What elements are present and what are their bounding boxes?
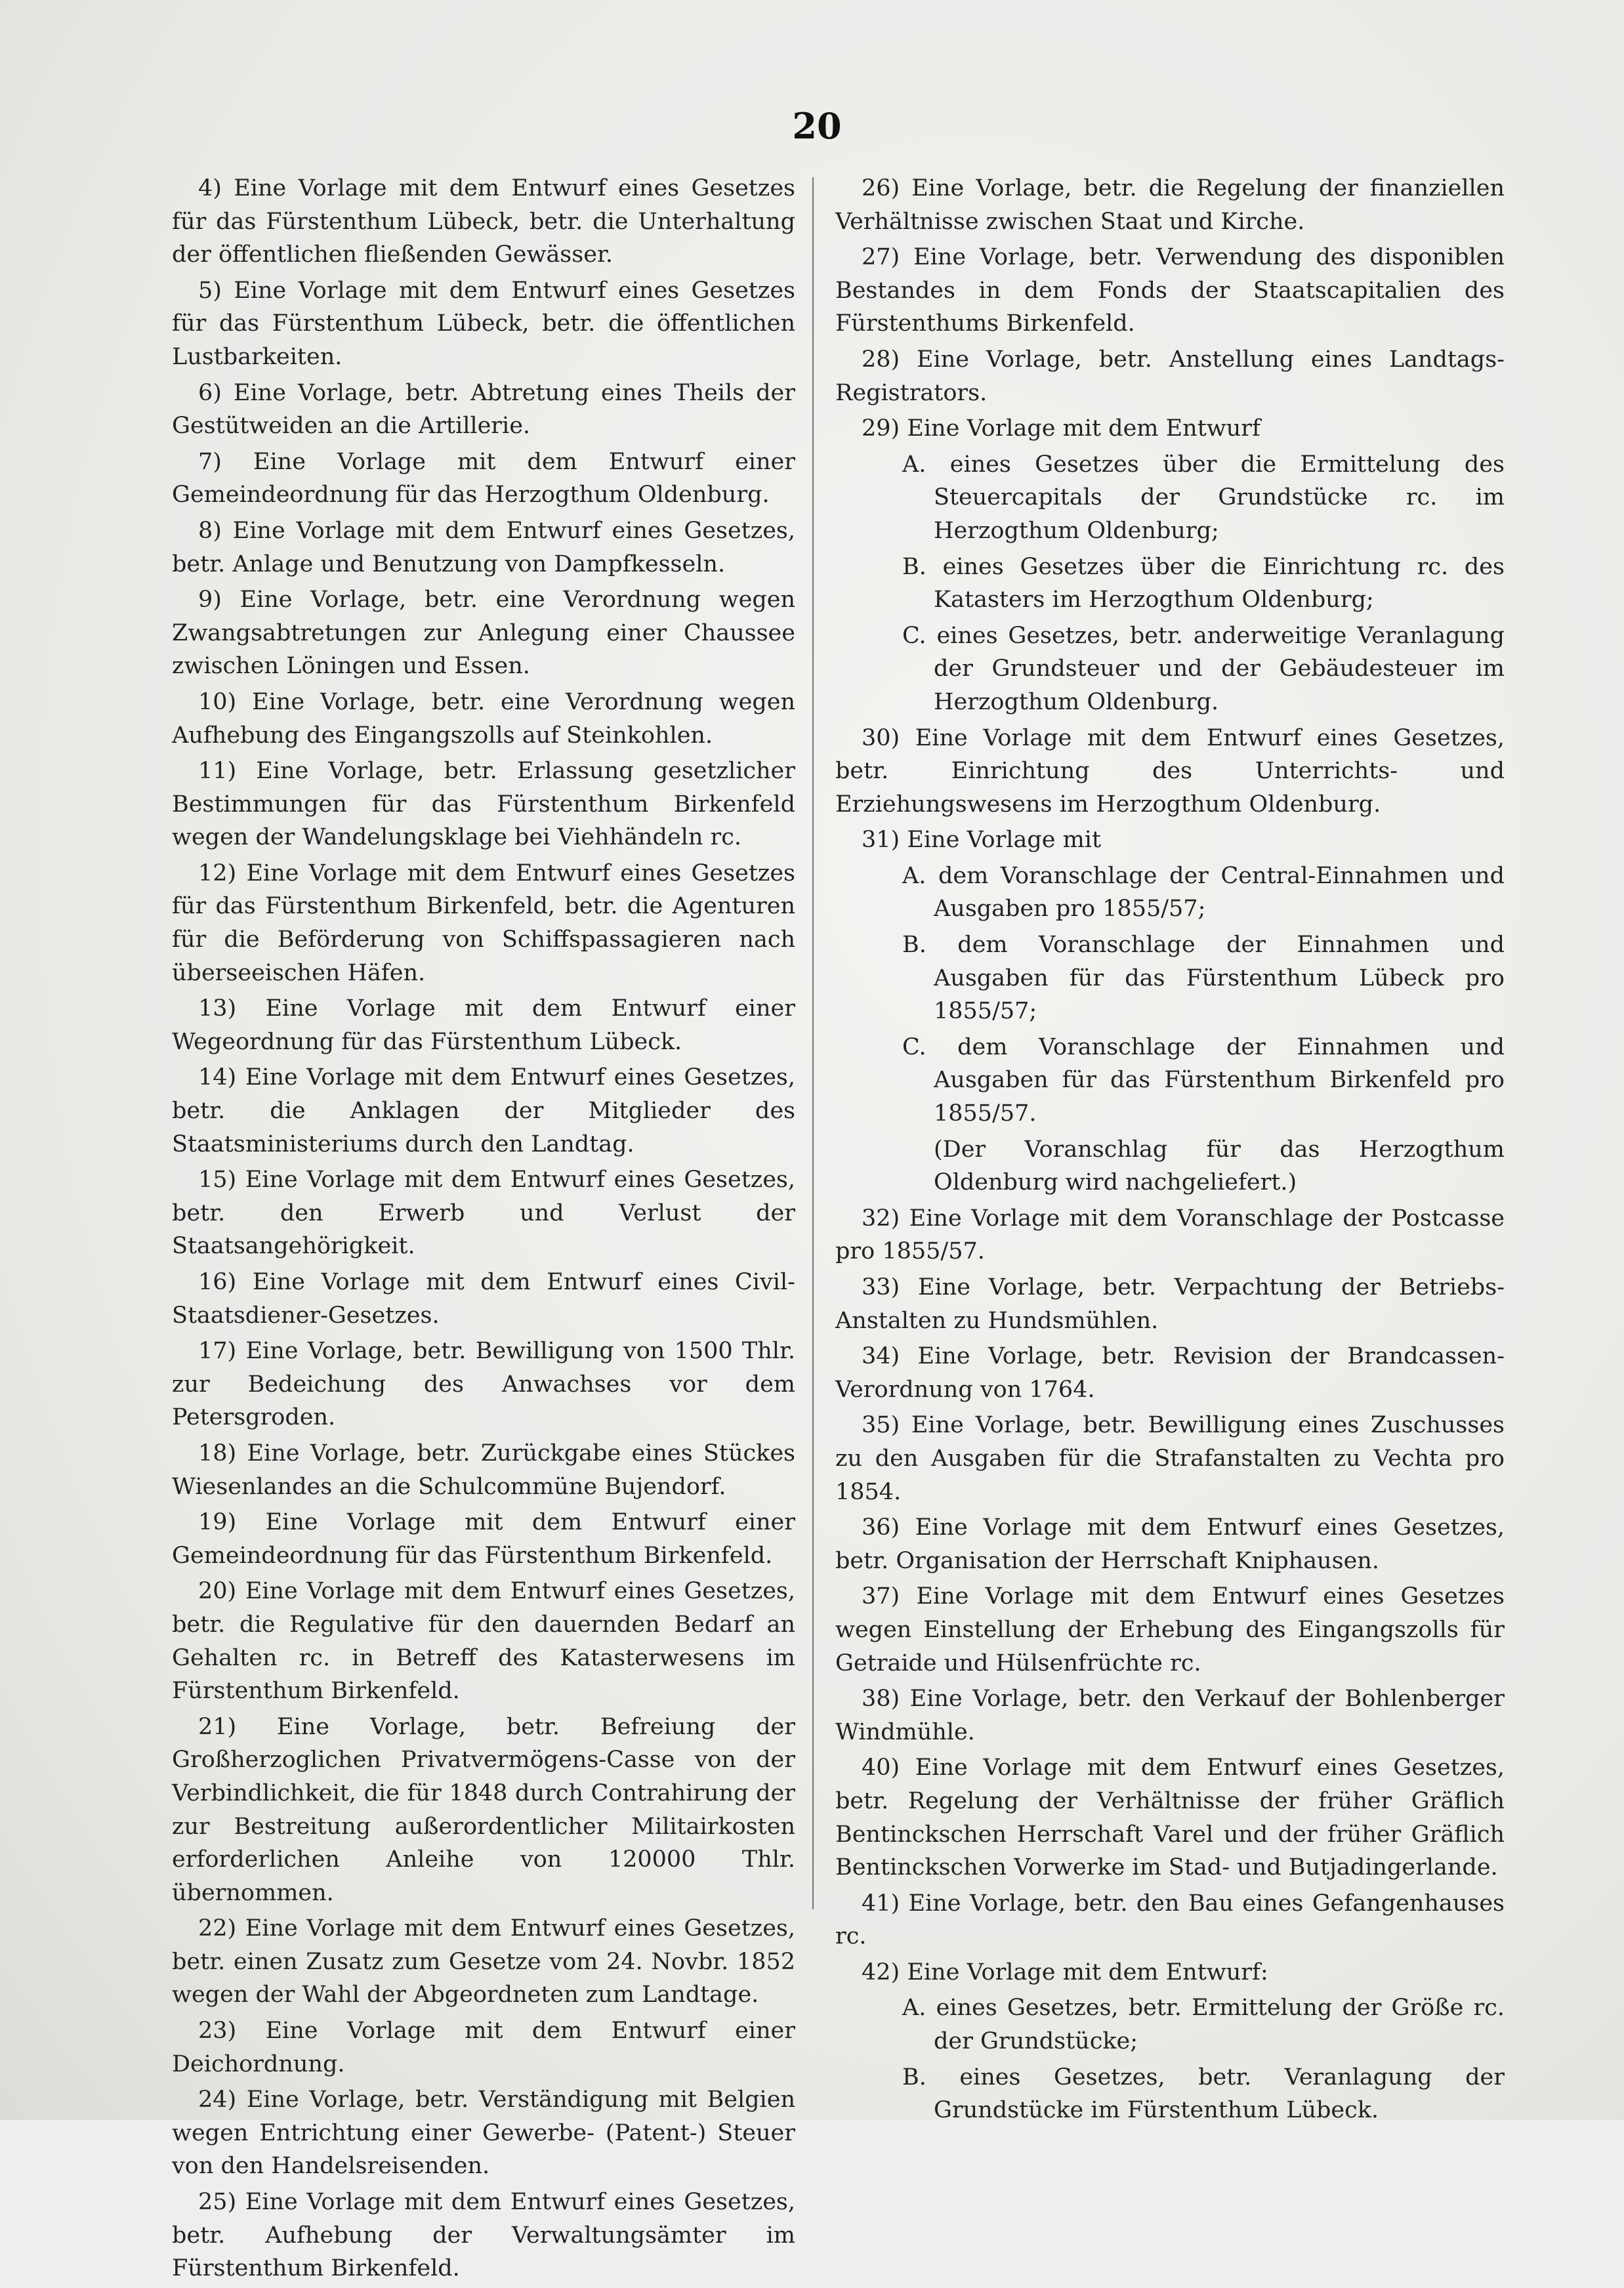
list-item: 7) Eine Vorlage mit dem Entwurf einer Gemeindeordnung für das Herzogthum Oldenburg. — [172, 448, 795, 509]
list-item: 35) Eine Vorlage, betr. Bewilligung eines Zuschusses zu den Ausgaben für die Strafanstalten zu Vechta pro 1854. — [835, 1412, 1505, 1505]
list-item: 5) Eine Vorlage mit dem Entwurf eines Gesetzes für das Fürstenthum Lübeck, betr. die öffentlichen Lustbarkeiten. — [172, 277, 795, 370]
list-item: 21) Eine Vorlage, betr. Befreiung der Großherzoglichen Privatvermögens-Casse von der Verbindlichkeit, die für 1848 durch Contrahirung der zur Bestreitung außerordentlicher Militairkosten erforderlichen Anleihe von 120000 Thlr. übernommen. — [172, 1713, 795, 1906]
sub-item: B. eines Gesetzes, betr. Veranlagung der Grundstücke im Fürstenthum Lübeck. — [902, 2064, 1505, 2124]
sub-item: B. dem Voranschlage der Einnahmen und Ausgaben für das Fürstenthum Lübeck pro 1855/57; — [902, 932, 1505, 1025]
list-item: 19) Eine Vorlage mit dem Entwurf einer Gemeindeordnung für das Fürstenthum Birkenfeld. — [172, 1509, 795, 1569]
list-item: 12) Eine Vorlage mit dem Entwurf eines Gesetzes für das Fürstenthum Birkenfeld, betr. die Agenturen für die Beförderung von Schiffspassagieren nach überseeischen Häfen. — [172, 860, 795, 986]
list-item: 13) Eine Vorlage mit dem Entwurf einer Wegeordnung für das Fürstenthum Lübeck. — [172, 995, 795, 1055]
sub-item-note: (Der Voranschlag für das Herzogthum Oldenburg wird nachgeliefert.) — [934, 1136, 1505, 1196]
list-item: 41) Eine Vorlage, betr. den Bau eines Gefangenhauses rc. — [835, 1890, 1505, 1950]
list-item: 27) Eine Vorlage, betr. Verwendung des disponiblen Bestandes in dem Fonds der Staatscapitalien des Fürstenthums Birkenfeld. — [835, 244, 1505, 337]
list-item: 40) Eine Vorlage mit dem Entwurf eines Gesetzes, betr. Regelung der Verhältnisse der früher Gräflich Bentinckschen Herrschaft Varel und der früher Gräflich Bentinckschen Vorwerke im Stad- und Butjadingerlande. — [835, 1755, 1505, 1881]
sub-item: C. dem Voranschlage der Einnahmen und Ausgaben für das Fürstenthum Birkenfeld pro 1855/57. — [902, 1033, 1505, 1127]
list-item: 23) Eine Vorlage mit dem Entwurf einer Deichordnung. — [172, 2018, 795, 2077]
sub-item: C. eines Gesetzes, betr. anderweitige Veranlagung der Grundsteuer und der Gebäudesteuer im Herzogthum Oldenburg. — [902, 622, 1505, 715]
list-item: 17) Eine Vorlage, betr. Bewilligung von 1500 Thlr. zur Bedeichung des Anwachses vor dem Petersgroden. — [172, 1338, 795, 1431]
sub-item: A. dem Voranschlage der Central-Einnahmen und Ausgaben pro 1855/57; — [902, 862, 1505, 923]
list-item: 31) Eine Vorlage mit — [862, 827, 1102, 854]
list-item: 30) Eine Vorlage mit dem Entwurf eines Gesetzes, betr. Einrichtung des Unterrichts- und Erziehungswesens im Herzogthum Oldenburg. — [835, 724, 1505, 818]
list-item: 10) Eine Vorlage, betr. eine Verordnung wegen Aufhebung des Eingangszolls auf Steinkohlen. — [172, 688, 795, 749]
list-item: 42) Eine Vorlage mit dem Entwurf: — [862, 1959, 1268, 1986]
list-item: 24) Eine Vorlage, betr. Verständigung mit Belgien wegen Entrichtung einer Gewerbe- (Patent-) Steuer von den Handelsreisenden. — [172, 2087, 795, 2180]
list-item: 16) Eine Vorlage mit dem Entwurf eines Civil-Staatsdiener-Gesetzes. — [172, 1269, 795, 1329]
list-item: 37) Eine Vorlage mit dem Entwurf eines Gesetzes wegen Einstellung der Erhebung des Eingangszolls für Getraide und Hülsenfrüchte rc. — [835, 1583, 1505, 1676]
list-item: 25) Eine Vorlage mit dem Entwurf eines Gesetzes, betr. Aufhebung der Verwaltungsämter im Fürstenthum Birkenfeld. — [172, 2189, 795, 2282]
list-item: 28) Eine Vorlage, betr. Anstellung eines Landtags-Registrators. — [835, 346, 1505, 406]
list-item: 11) Eine Vorlage, betr. Erlassung gesetzlicher Bestimmungen für das Fürstenthum Birkenfeld wegen der Wandelungsklage bei Viehhändeln rc. — [172, 758, 795, 851]
left-column — [172, 172, 795, 2288]
list-item: 22) Eine Vorlage mit dem Entwurf eines Gesetzes, betr. einen Zusatz zum Gesetze vom 24. Novbr. 1852 wegen der Wahl der Abgeordneten zum Landtage. — [172, 1915, 795, 2008]
list-item: 32) Eine Vorlage mit dem Voranschlage der Postcasse pro 1855/57. — [835, 1205, 1505, 1265]
page-number: 20 — [792, 105, 842, 147]
sub-item: B. eines Gesetzes über die Einrichtung rc. des Katasters im Herzogthum Oldenburg; — [902, 553, 1505, 614]
list-item: 8) Eine Vorlage mit dem Entwurf eines Gesetzes, betr. Anlage und Benutzung von Dampfkesseln. — [172, 517, 795, 577]
list-item: 34) Eine Vorlage, betr. Revision der Brandcassen-Verordnung von 1764. — [835, 1343, 1505, 1403]
list-item: 15) Eine Vorlage mit dem Entwurf eines Gesetzes, betr. den Erwerb und Verlust der Staatsangehörigkeit. — [172, 1167, 795, 1260]
list-item: 26) Eine Vorlage, betr. die Regelung der finanziellen Verhältnisse zwischen Staat und Kirche. — [835, 175, 1505, 235]
list-item: 4) Eine Vorlage mit dem Entwurf eines Gesetzes für das Fürstenthum Lübeck, betr. die Unterhaltung der öffentlichen fließenden Gewässer. — [172, 175, 795, 268]
list-item: 9) Eine Vorlage, betr. eine Verordnung wegen Zwangsabtretungen zur Anlegung einer Chaussee zwischen Löningen und Essen. — [172, 587, 795, 680]
list-item: 36) Eine Vorlage mit dem Entwurf eines Gesetzes, betr. Organisation der Herrschaft Kniphausen. — [835, 1514, 1505, 1574]
list-item: 33) Eine Vorlage, betr. Verpachtung der Betriebs-Anstalten zu Hundsmühlen. — [835, 1274, 1505, 1334]
list-item: 29) Eine Vorlage mit dem Entwurf — [862, 415, 1260, 442]
list-item: 6) Eine Vorlage, betr. Abtretung eines Theils der Gestütweiden an die Artillerie. — [172, 379, 795, 440]
column-divider — [812, 177, 814, 1909]
list-item: 20) Eine Vorlage mit dem Entwurf eines Gesetzes, betr. die Regulative für den dauernden Bedarf an Gehalten rc. in Betreff des Katasterwesens im Fürstenthum Birkenfeld. — [172, 1578, 795, 1705]
right-column — [835, 172, 1505, 2130]
list-item: 18) Eine Vorlage, betr. Zurückgabe eines Stückes Wiesenlandes an die Schulcommüne Bujendorf. — [172, 1440, 795, 1500]
sub-item: A. eines Gesetzes, betr. Ermittelung der Größe rc. der Grundstücke; — [902, 1995, 1505, 2055]
list-item: 14) Eine Vorlage mit dem Entwurf eines Gesetzes, betr. die Anklagen der Mitglieder des Staatsministeriums durch den Landtag. — [172, 1064, 795, 1157]
list-item: 38) Eine Vorlage, betr. den Verkauf der Bohlenberger Windmühle. — [835, 1686, 1505, 1745]
sub-item: A. eines Gesetzes über die Ermittelung des Steuercapitals der Grundstücke rc. im Herzogthum Oldenburg; — [902, 451, 1505, 544]
